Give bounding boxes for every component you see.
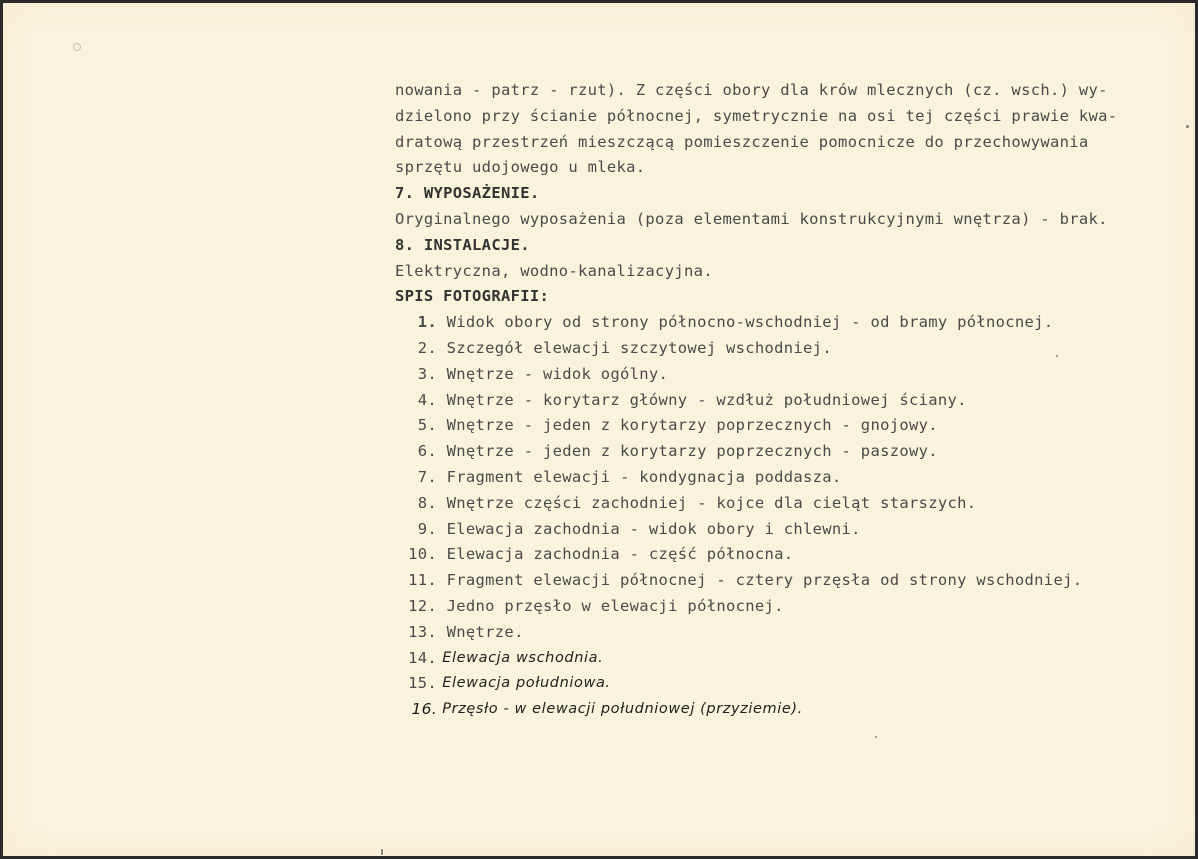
list-item	[395, 542, 1185, 568]
list-item-text: Widok obory od strony północno-wschodniej - od bramy północnej.	[446, 313, 1054, 332]
list-item-text: Szczegół elewacji szczytowej wschodniej.	[446, 338, 832, 357]
list-item-text: Fragment elewacji - kondygnacja poddasza.	[446, 467, 842, 486]
list-item	[395, 388, 1185, 414]
list-item-number: 1.	[417, 313, 437, 332]
paper-speck	[875, 736, 877, 738]
list-item-number: 8.	[417, 493, 437, 512]
paper-speck	[1056, 355, 1058, 357]
list-item-text: Wnętrze - widok ogólny.	[446, 364, 669, 383]
photo-list-heading: SPIS FOTOGRAFII:	[395, 287, 550, 306]
list-item-handwritten	[395, 671, 1185, 697]
paragraph-line: dratową przestrzeń mieszczącą pomieszczenie pomocnicze do przechowywania	[395, 132, 1089, 151]
document-body	[395, 78, 1185, 723]
list-item	[395, 310, 1185, 336]
list-item-text: Wnętrze.	[446, 622, 524, 641]
list-item-text: Jedno przęsło w elewacji północnej.	[446, 596, 784, 615]
list-item	[395, 439, 1185, 465]
list-item-text-handwritten: Przęsło - w elewacji południowej (przyziemie).	[442, 701, 803, 718]
list-item-number: 2.	[417, 338, 437, 357]
list-item-number: 6.	[417, 442, 437, 461]
list-item-number-handwritten: 16.	[411, 700, 437, 719]
list-item-number: 12.	[408, 596, 437, 615]
list-item-number: 7.	[417, 467, 437, 486]
list-item-text: Wnętrze części zachodniej - kojce dla cieląt starszych.	[446, 493, 977, 512]
list-item	[395, 362, 1185, 388]
section-7-text: Oryginalnego wyposażenia (poza elementami konstrukcyjnymi wnętrza) - brak.	[395, 209, 1108, 228]
paragraph-line: sprzętu udojowego u mleka.	[395, 158, 646, 177]
list-item-number: 13.	[408, 622, 437, 641]
paper-speck	[1186, 125, 1189, 128]
photo-list	[395, 310, 1185, 723]
list-item-number: 14.	[408, 648, 437, 667]
section-8-heading: 8. INSTALACJE.	[395, 235, 530, 254]
list-item-handwritten	[395, 646, 1185, 672]
list-item-number: 5.	[417, 416, 437, 435]
list-item-text: Wnętrze - korytarz główny - wzdłuż południowej ściany.	[446, 390, 967, 409]
list-item-text-handwritten: Elewacja południowa.	[442, 675, 611, 692]
section-7-heading: 7. WYPOSAŻENIE.	[395, 184, 540, 203]
list-item-text: Wnętrze - jeden z korytarzy poprzecznych - paszowy.	[446, 442, 938, 461]
list-item-number: 15.	[408, 674, 437, 693]
list-item	[395, 491, 1185, 517]
list-item	[395, 620, 1185, 646]
list-item-number: 10.	[408, 545, 437, 564]
paper-speck	[381, 849, 383, 855]
margin-punch-mark	[73, 43, 81, 51]
list-item	[395, 568, 1185, 594]
list-item-text: Elewacja zachodnia - widok obory i chlewni.	[446, 519, 861, 538]
list-item	[395, 594, 1185, 620]
list-item-number: 4.	[417, 390, 437, 409]
section-8-text: Elektryczna, wodno-kanalizacyjna.	[395, 261, 713, 280]
list-item-text: Wnętrze - jeden z korytarzy poprzecznych - gnojowy.	[446, 416, 938, 435]
list-item	[395, 517, 1185, 543]
paragraph-line: nowania - patrz - rzut). Z części obory dla krów mlecznych (cz. wsch.) wy-	[395, 81, 1108, 99]
list-item	[395, 465, 1185, 491]
list-item	[395, 413, 1185, 439]
paragraph-line: dzielono przy ścianie północnej, symetrycznie na osi tej części prawie kwa-	[395, 106, 1118, 125]
list-item-text: Fragment elewacji północnej - cztery przęsła od strony wschodniej.	[446, 571, 1083, 590]
list-item-number: 9.	[417, 519, 437, 538]
list-item-number: 3.	[417, 364, 437, 383]
list-item-text: Elewacja zachodnia - część północna.	[446, 545, 794, 564]
list-item-text-handwritten: Elewacja wschodnia.	[442, 649, 604, 666]
list-item-number: 11.	[408, 571, 437, 590]
list-item	[395, 336, 1185, 362]
document-page	[3, 3, 1195, 856]
list-item-handwritten	[395, 697, 1185, 723]
